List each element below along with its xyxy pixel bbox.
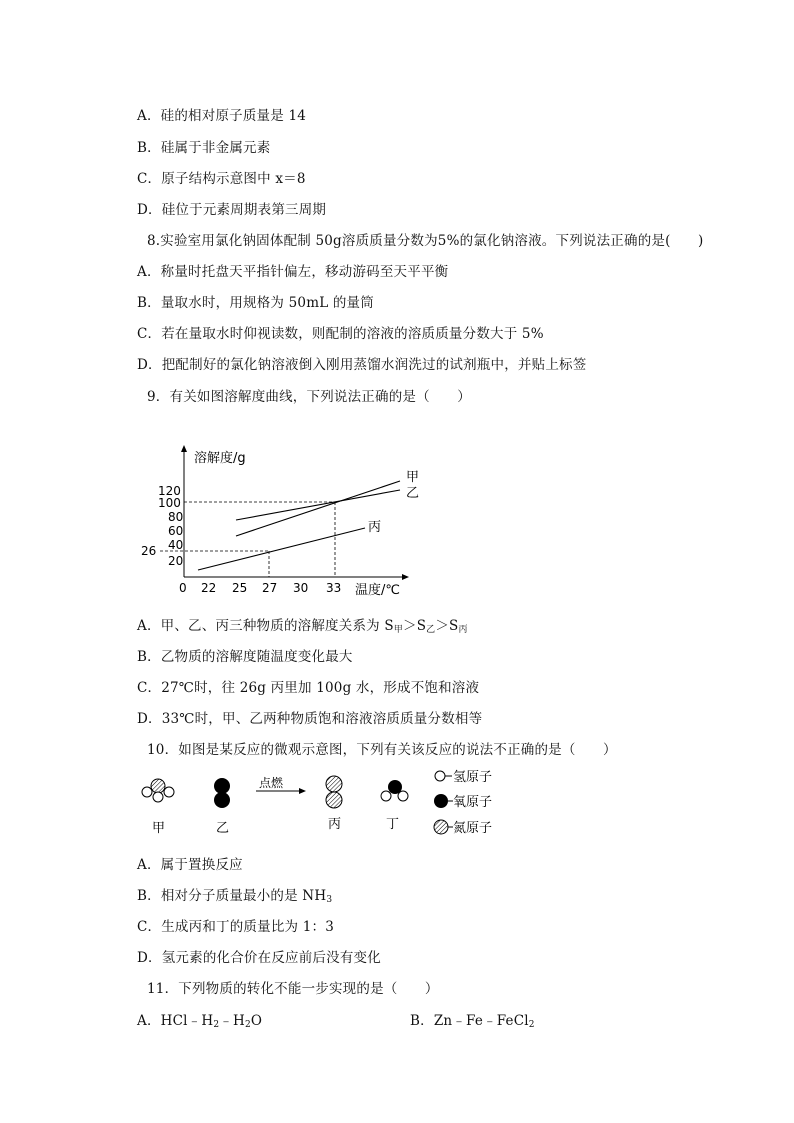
q7-option-d: D．硅位于元素周期表第三周期 <box>137 202 327 218</box>
label-jia: 甲 <box>152 821 166 836</box>
q11-stem: 11．下列物质的转化不能一步实现的是（ ） <box>147 981 439 997</box>
q11-option-b: B．Zn﹣Fe﹣FeCl$_2$ <box>410 1013 535 1030</box>
svg-text:氧原子: 氧原子 <box>453 795 493 810</box>
nitrogen-atom-icon <box>434 820 448 834</box>
x-tick-30: 30 <box>293 581 309 595</box>
y-axis-label: 溶解度/g <box>194 451 246 466</box>
legend-oxygen <box>434 794 492 810</box>
q9-stem: 9．有关如图溶解度曲线，下列说法正确的是（ ） <box>147 389 471 405</box>
molecule-bing-icon <box>326 776 342 808</box>
x-tick-22: 22 <box>201 581 217 595</box>
q7-option-a: A．硅的相对原子质量是 14 <box>137 108 307 124</box>
legend-nitrogen <box>434 820 492 836</box>
q7-option-c: C．原子结构示意图中 x＝8 <box>137 171 306 187</box>
q8-option-d: D．把配制好的氯化钠溶液倒入刚用蒸馏水润洗过的试剂瓶中，并贴上标签 <box>137 357 587 373</box>
label-bing: 丙 <box>328 817 342 832</box>
label-yi: 乙 <box>216 821 230 836</box>
y-axis-arrow <box>181 445 187 452</box>
molecule-yi-icon <box>214 778 230 808</box>
y-tick-120: 120 <box>158 484 181 498</box>
y-tick-100: 100 <box>158 496 181 510</box>
curve-bing <box>198 528 365 570</box>
y-tick-20: 20 <box>168 554 184 568</box>
y-tick-60: 60 <box>168 524 184 538</box>
q10-option-a: A．属于置换反应 <box>137 857 243 873</box>
q11-option-a: A．$HCl﹣H_2﹣H_2O$ <box>137 1013 263 1030</box>
svg-text:氮原子: 氮原子 <box>453 821 493 836</box>
x-tick-27: 27 <box>262 581 278 595</box>
svg-text:氢原子: 氢原子 <box>453 770 493 785</box>
q8-option-b: B．量取水时，用规格为 50mL 的量筒 <box>137 295 374 311</box>
q9-option-b: B．乙物质的溶解度随温度变化最大 <box>137 649 353 665</box>
x-axis-label: 温度/℃ <box>355 583 400 598</box>
molecule-jia-icon <box>142 779 174 802</box>
oxygen-atom-icon <box>434 794 448 808</box>
solubility-chart <box>130 440 430 600</box>
q10-option-b: B．相对分子质量最小的是 $NH_3$ <box>137 888 333 905</box>
x-tick-0: 0 <box>179 581 187 595</box>
q8-option-c: C．若在量取水时仰视读数，则配制的溶液的溶质质量分数大于 5% <box>137 326 544 342</box>
label-yi: 乙 <box>406 486 420 501</box>
y-tick-80: 80 <box>168 510 184 524</box>
x-axis-arrow <box>402 574 409 580</box>
legend-hydrogen <box>435 770 492 785</box>
curve-yi <box>236 490 400 520</box>
label-bing: 丙 <box>368 520 382 535</box>
hydrogen-atom-icon <box>435 771 445 781</box>
label-ding: 丁 <box>386 817 400 832</box>
q9-option-c: C．27℃时，往 26g 丙里加 100g 水，形成不饱和溶液 <box>137 680 480 696</box>
y-tick-40: 40 <box>168 538 184 552</box>
q9-option-d: D．33℃时，甲、乙两种物质饱和溶液溶质质量分数相等 <box>137 711 483 727</box>
reaction-diagram <box>130 760 530 840</box>
q10-option-d: D．氢元素的化合价在反应前后没有变化 <box>137 950 381 966</box>
label-jia: 甲 <box>406 470 420 485</box>
q7-option-b: B．硅属于非金属元素 <box>137 140 271 156</box>
q10-stem: 10．如图是某反应的微观示意图，下列有关该反应的说法不正确的是（ ） <box>147 742 617 758</box>
q9-option-a: A．甲、乙、丙三种物质的溶解度关系为 $S_甲>S_乙>S_丙$ <box>137 618 468 635</box>
x-tick-33: 33 <box>326 581 342 595</box>
q10-option-c: C．生成丙和丁的质量比为 1：3 <box>137 919 334 935</box>
q8-stem: 8.实验室用氯化钠固体配制 50g溶质质量分数为5%的氯化钠溶液。下列说法正确的是( ) <box>147 233 704 249</box>
q8-option-a: A．称量时托盘天平指针偏左，移动游码至天平平衡 <box>137 264 449 280</box>
x-tick-25: 25 <box>232 581 248 595</box>
molecule-ding-icon <box>381 780 408 801</box>
arrow-label: 点燃 <box>259 776 284 790</box>
reaction-arrow-head <box>299 788 306 794</box>
y-ref-26: 26 <box>141 544 157 558</box>
